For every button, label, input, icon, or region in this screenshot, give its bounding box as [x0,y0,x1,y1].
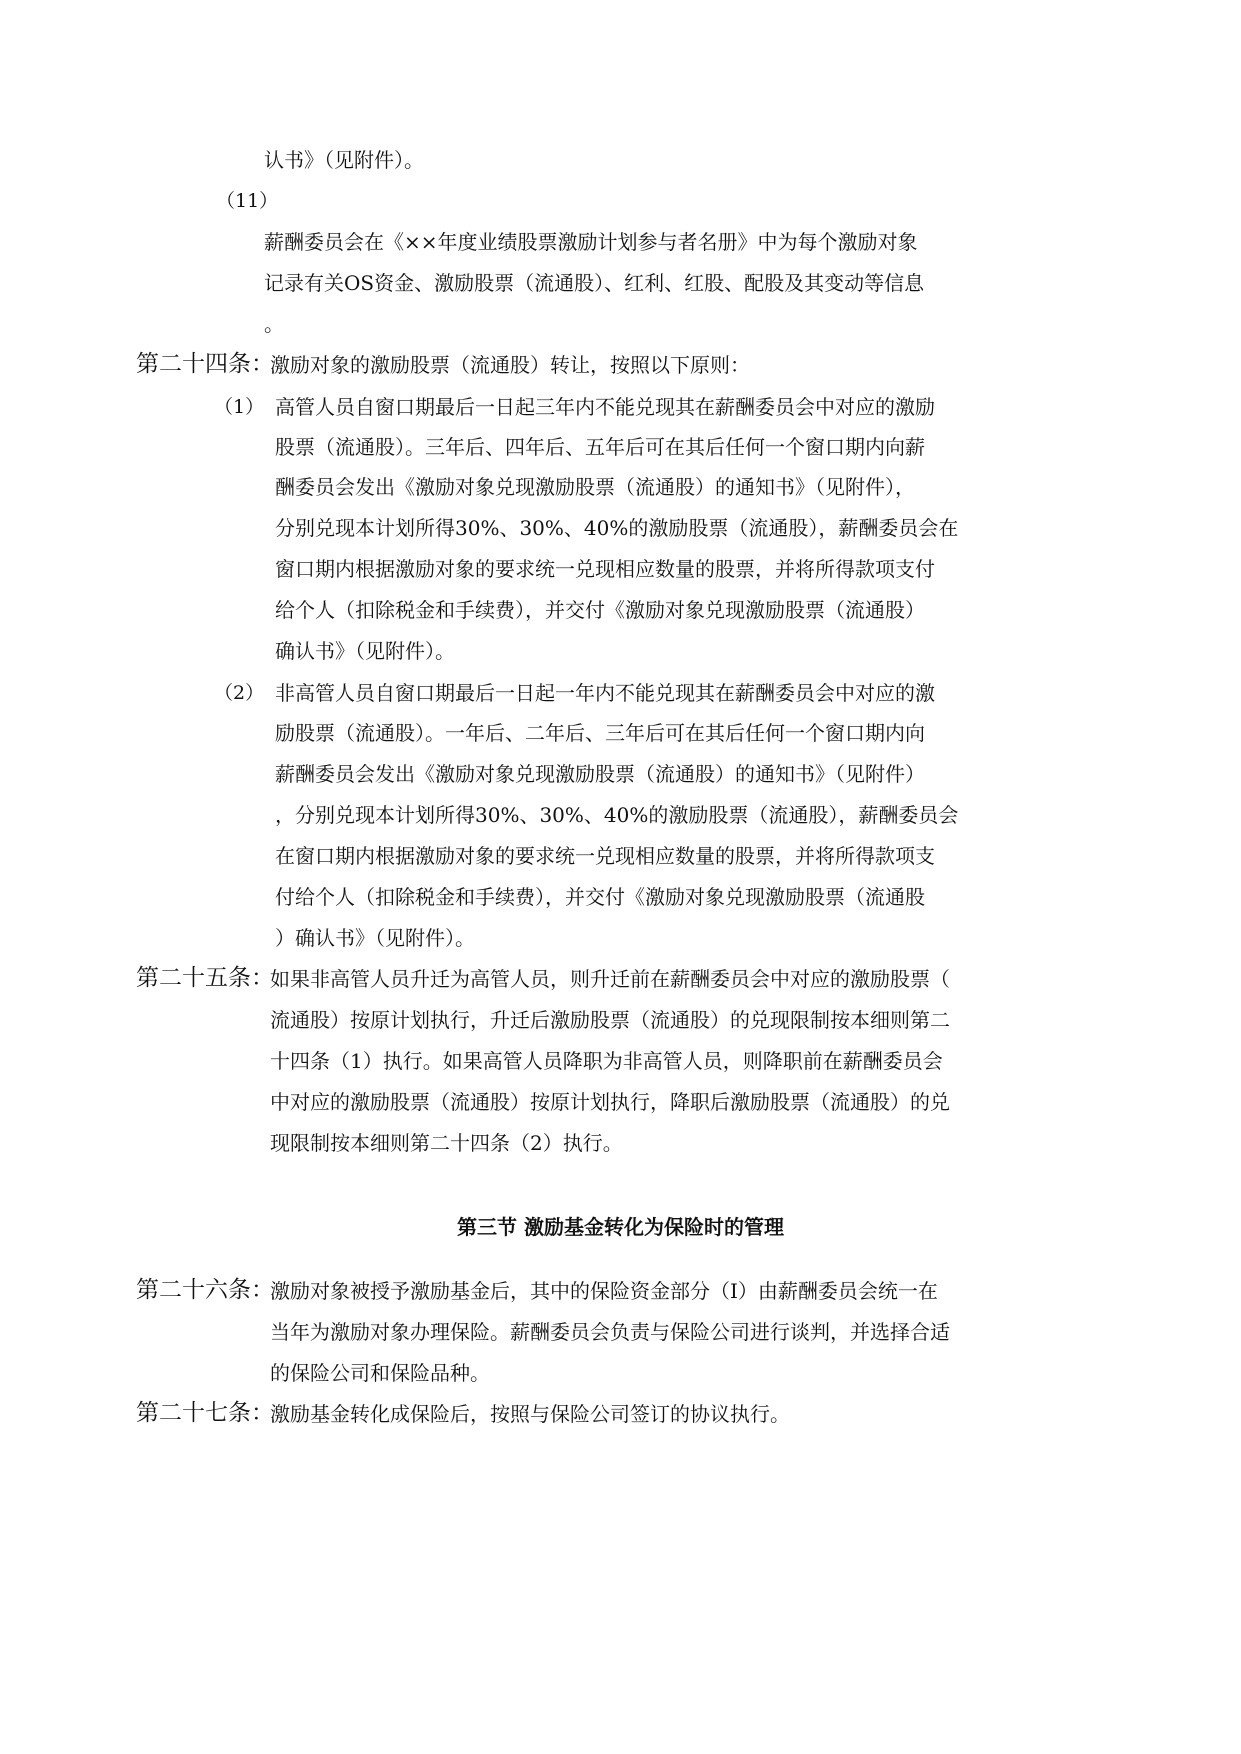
article-25-line: 流通股）按原计划执行，升迁后激励股票（流通股）的兑现限制按本细则第二 [270,1008,950,1032]
item1-line: 窗口期内根据激励对象的要求统一兑现相应数量的股票，并将所得款项支付 [275,557,935,581]
article-24-text: 激励对象的激励股票（流通股）转让，按照以下原则： [270,353,750,377]
item1-line: 股票（流通股）。三年后、四年后、五年后可在其后任何一个窗口期内向薪 [275,435,925,459]
item2-line: 非高管人员自窗口期最后一日起一年内不能兑现其在薪酬委员会中对应的激 [275,681,935,705]
article-26-line: 激励对象被授予激励基金后，其中的保险资金部分（I）由薪酬委员会统一在 [270,1279,938,1303]
continuation-line: 认书》（见附件）。 [264,148,424,172]
item1-line: 确认书》（见附件）。 [275,639,455,663]
item11-line: 。 [264,312,284,336]
item2-line: 薪酬委员会发出《激励对象兑现激励股票（流通股）的通知书》（见附件） [275,762,925,786]
item2-line: ）确认书》（见附件）。 [275,926,475,950]
article-26-line: 的保险公司和保险品种。 [270,1361,490,1385]
item1-line: 给个人（扣除税金和手续费），并交付《激励对象兑现激励股票（流通股） [275,598,925,622]
article-26-line: 当年为激励对象办理保险。薪酬委员会负责与保险公司进行谈判，并选择合适 [270,1320,950,1344]
item1-line: 酬委员会发出《激励对象兑现激励股票（流通股）的通知书》（见附件）， [275,475,915,499]
item2-line: 励股票（流通股）。一年后、二年后、三年后可在其后任何一个窗口期内向 [275,721,925,745]
section-heading: 第三节 激励基金转化为保险时的管理 [457,1215,784,1239]
item1-line: 分别兑现本计划所得30%、30%、40%的激励股票（流通股），薪酬委员会在 [275,516,959,540]
item11-line: 记录有关OS资金、激励股票（流通股）、红利、红股、配股及其变动等信息 [264,271,925,295]
article-27-label: 第二十七条： [136,1400,274,1426]
article-26-label: 第二十六条： [136,1277,274,1303]
item2-line: 在窗口期内根据激励对象的要求统一兑现相应数量的股票，并将所得款项支 [275,844,935,868]
article-25-line: 十四条（1）执行。如果高管人员降职为非高管人员，则降职前在薪酬委员会 [270,1049,943,1073]
item-number-2: （2） [214,682,265,704]
article-27-text: 激励基金转化成保险后，按照与保险公司签订的协议执行。 [270,1402,790,1426]
article-25-label: 第二十五条： [136,965,274,991]
article-25-line: 中对应的激励股票（流通股）按原计划执行，降职后激励股票（流通股）的兑 [270,1090,950,1114]
article-25-line: 如果非高管人员升迁为高管人员，则升迁前在薪酬委员会中对应的激励股票（ [270,967,950,991]
item-number-11: （11） [216,190,279,212]
item2-line: 付给个人（扣除税金和手续费），并交付《激励对象兑现激励股票（流通股 [275,885,925,909]
item2-line: ，分别兑现本计划所得30%、30%、40%的激励股票（流通股），薪酬委员会 [275,803,959,827]
item-number-1: （1） [214,396,265,418]
item1-line: 高管人员自窗口期最后一日起三年内不能兑现其在薪酬委员会中对应的激励 [275,395,935,419]
item11-line: 薪酬委员会在《××年度业绩股票激励计划参与者名册》中为每个激励对象 [264,230,918,254]
article-25-line: 现限制按本细则第二十四条（2）执行。 [270,1131,623,1155]
article-24-label: 第二十四条： [136,351,274,377]
